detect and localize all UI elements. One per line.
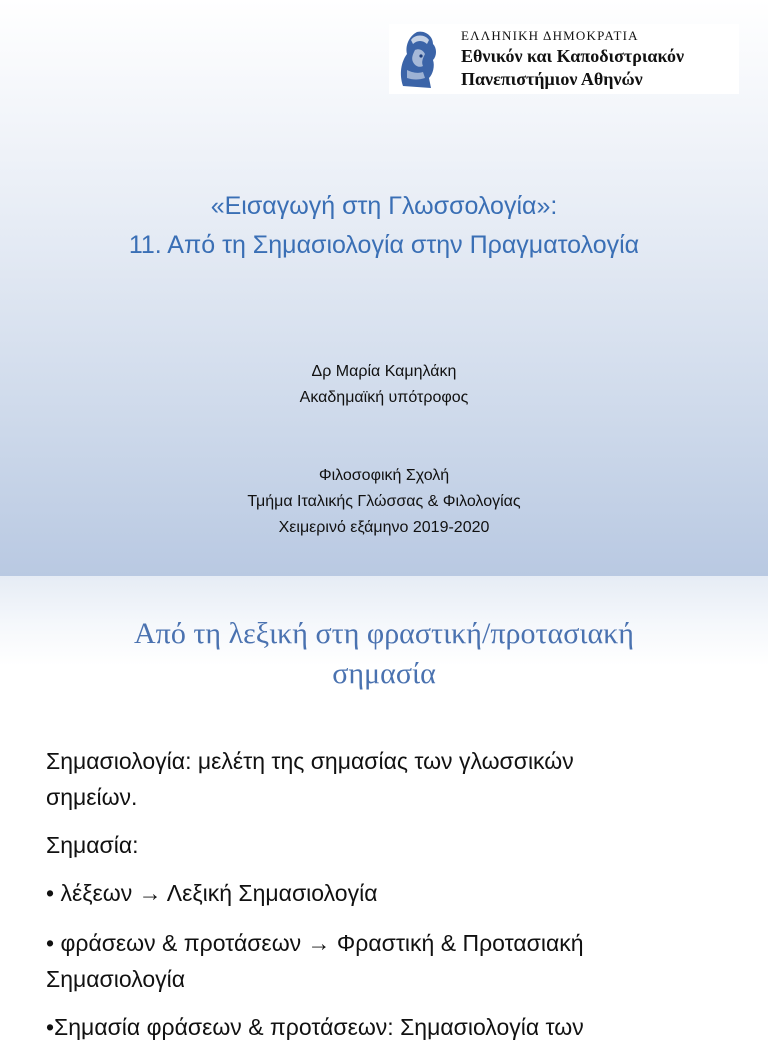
bullet-phrasal-line2: Σημασιολογία bbox=[46, 966, 186, 992]
meaning-label: Σημασία: bbox=[46, 832, 139, 858]
logo-text-line3: Πανεπιστήμιον Αθηνών bbox=[461, 69, 643, 89]
department-name: Τμήμα Ιταλικής Γλώσσας & Φιλολογίας bbox=[247, 493, 521, 510]
slide2-title-line2: σημασία bbox=[332, 657, 436, 690]
logo-text-line1: ΕΛΛΗΝΙΚΗ ΔΗΜΟΚΡΑΤΙΑ bbox=[461, 28, 639, 43]
slide1-title-line2: 11. Από τη Σημασιολογία στην Πραγματολογία bbox=[128, 231, 640, 259]
slide1-title-line1: «Εισαγωγή στη Γλωσσολογία»: bbox=[210, 192, 558, 220]
bullet-phrasal-line1: • φράσεων & προτάσεων → Φραστική & Προτασιακή bbox=[46, 930, 584, 956]
school-name: Φιλοσοφική Σχολή bbox=[318, 467, 450, 484]
university-logo bbox=[389, 24, 739, 94]
definition-line2: σημείων. bbox=[46, 784, 138, 810]
author-role: Ακαδημαϊκή υπότροφος bbox=[299, 389, 469, 406]
athena-emblem-icon bbox=[393, 26, 441, 92]
bullet-partial: •Σημασία φράσεων & προτάσεων: Σημασιολογία των bbox=[46, 1014, 584, 1040]
semester: Χειμερινό εξάμηνο 2019-2020 bbox=[278, 519, 490, 536]
content-slide bbox=[0, 576, 768, 1040]
logo-text-line2: Εθνικόν και Καποδιστριακόν bbox=[461, 46, 684, 66]
bullet-lexical: • λέξεων → Λεξική Σημασιολογία bbox=[46, 880, 378, 906]
author-name: Δρ Μαρία Καμηλάκη bbox=[311, 363, 457, 380]
definition-line1: Σημασιολογία: μελέτη της σημασίας των γλωσσικών bbox=[46, 748, 574, 774]
slide2-title-line1: Από τη λεξική στη φραστική/προτασιακή bbox=[134, 617, 634, 650]
